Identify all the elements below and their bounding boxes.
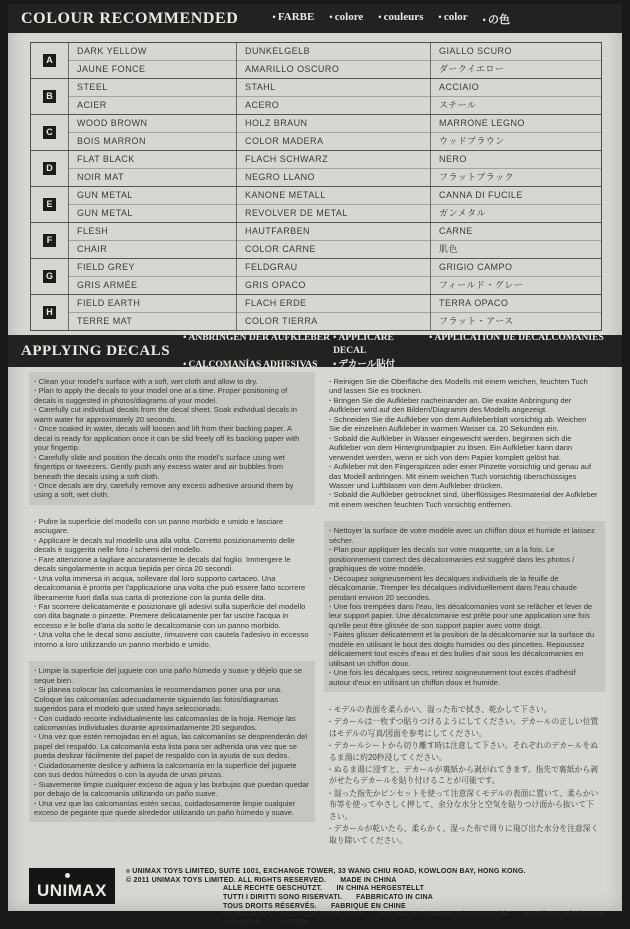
instruction-item: · Si planea colocar las calcomanías le recomendamos poner una por una. Coloque las calcomanías adecuadamente siguiendo las fotos/diagramas sugeridos para el modelo que usted haya seleccionado. [34, 685, 309, 713]
colour-table-row [31, 186, 601, 222]
colour-cell-it-jp [430, 295, 601, 330]
colour-cell-it-jp [430, 151, 601, 186]
colour-letter-badge: E [43, 198, 56, 211]
colour-cell-de-es [236, 79, 430, 114]
instruction-item: · Cuidadosamente deslice y adhiera la calcomanía en la superficie del juguete con sus dedos húmedos o con la ayuda de unas pinzas. [34, 761, 309, 780]
colour-cell-it-jp [430, 79, 601, 114]
instruction-item: · Una volta che le decal sono asciutte, rimuovere con cautela l'adesivo in eccesso intorno a loro utilizzando un panno morbido e umido. [34, 630, 309, 649]
colour-cell-en-fr [68, 223, 236, 258]
instruction-item: · Bringen Sie die Aufkleber nacheinander an. Die exakte Anbringung der Aufkleber wird auf den Bildern/Diagramm des Modells angezeigt. [329, 396, 599, 415]
instruction-item: · Far scorrere delicatamente e posizionare gli adesivi sulla superficie del modello con dita bagnate o pinzette. Premere delicatamente per far uscire l'acqua in eccesso e le bolle d'aria da sotto le decalcomanie con un panno morbido. [34, 602, 309, 630]
colour-cell-en-fr [68, 43, 236, 78]
instruction-item: · Une fois les décalques secs, retirez soigneusement tout excès d'adhésif autour d'eux en utilisant un chiffon doux et humide. [329, 668, 599, 687]
instruction-item: · モデルの表面を柔らかい、湿った布で拭き、乾かして下さい。 [329, 704, 599, 715]
colour-cell-en-fr [68, 187, 236, 222]
colour-letter-badge: A [43, 54, 56, 67]
instruction-item: · Once decals are dry, carefully remove any excess adhesive around them by using a soft, wet cloth. [34, 481, 309, 500]
footer [29, 863, 606, 928]
instruction-item: · Plan to apply the decals to your model one at a time. Proper positioning of decals is suggested in photos/diagrams of your model. [34, 386, 309, 405]
colour-name-japanese: スチール [439, 100, 477, 110]
colour-name-italian: NERO [431, 151, 601, 169]
colour-name-spanish: NEGRO LLANO [245, 172, 315, 182]
colour-letter-cell [31, 115, 68, 150]
instruction-item: · Applicare le decals sul modello una alla volta. Corretto posizionamento delle decals è suggerita nelle foto / schemi del modello. [34, 536, 309, 555]
unimax-logo [29, 868, 115, 904]
colour-name-german: HOLZ BRAUN [237, 115, 430, 133]
footer-address-line [126, 868, 606, 877]
colour-name-german: FELDGRAU [237, 259, 430, 277]
instruction-item: · デカールが乾いたら、柔らかく、湿った布で周りに飛び出た水分を注意深く取り除いてください。 [329, 823, 599, 846]
footer-rights-line [126, 885, 606, 894]
made-in-text: IN CHINA HERGESTELLT [336, 885, 425, 893]
colour-letter-badge: D [43, 162, 56, 175]
instructions-japanese [324, 699, 605, 852]
colour-name-english: FIELD GREY [69, 259, 236, 277]
rights-reserved-text: ALLE RECHTE GESCHÜTZT. [223, 885, 323, 893]
footer-address: UNIMAX TOYS LIMITED, SUITE 1001, EXCHANGE TOWER, 33 WANG CHIU ROAD, KOWLOON BAY, HONG KONG. [132, 867, 526, 875]
logo-dot-icon [65, 873, 70, 878]
colour-table-row [31, 43, 601, 78]
colour-cell-it-jp [430, 187, 601, 222]
colour-name-english: FIELD EARTH [69, 295, 236, 313]
colour-cell-de-es [236, 295, 430, 330]
made-in-text: 中国製造 [280, 920, 310, 928]
footer-made-in: MADE IN CHINA [340, 876, 397, 884]
colour-name-english: FLAT BLACK [69, 151, 236, 169]
instruction-item: · デカールは一枚ずつ貼りつけるようにしてください。デカールの正しい位置はモデルの写真/図面を参考にしてください。 [329, 716, 599, 739]
colour-language-label: • couleurs [378, 11, 423, 27]
colour-table-row [31, 114, 601, 150]
colour-cell-en-fr [68, 259, 236, 294]
colour-name-spanish: COLOR CARNE [245, 244, 316, 254]
instructions-french [324, 521, 605, 692]
colour-language-label: • color [438, 11, 467, 27]
colour-name-french: GUN METAL [77, 208, 133, 218]
colour-name-spanish: AMARILLO OSCURO [245, 64, 340, 74]
colour-name-japanese: ウッドブラウン [439, 136, 505, 146]
colour-letter-badge: H [43, 306, 56, 319]
colour-cell-en-fr [68, 151, 236, 186]
instruction-item: · Sobald die Aufkleber in Wasser eingeweicht werden, beginnen sich die Aufkleber von dem Hintergrundpapier zu lösen. Ein Aufkleber kann dann verwendet werden, wenn er sich von dem Papier komplett gelöst hat. [329, 434, 599, 462]
instruction-item: · Clean your model's surface with a soft, wet cloth and allow to dry. [34, 377, 309, 386]
colour-name-english: GUN METAL [69, 187, 236, 205]
registered-mark: ® [126, 868, 131, 875]
instruction-item: · Fare attenzione a tagliare accuratamente le decals dal foglio. Immergere le decals singolarmente in acqua tiepida per circa 20 secondi. [34, 555, 309, 574]
colour-name-italian: TERRA OPACO [431, 295, 601, 313]
colour-table-row [31, 150, 601, 186]
colour-cell-it-jp [430, 223, 601, 258]
colour-table-row [31, 294, 601, 330]
colour-name-spanish: COLOR TIERRA [245, 316, 318, 326]
colour-name-french: NOIR MAT [77, 172, 124, 182]
colour-letter-badge: B [43, 90, 56, 103]
instruction-item: · 湿った指先かピンセットを使って注意深くモデルの表面に置いて、柔らかい布等を使ってやさしく押して、余分な水分と空気を貼りつけ面から抜いて下さい。 [329, 788, 599, 822]
colour-cell-de-es [236, 259, 430, 294]
decals-language-row-1 [183, 331, 604, 358]
instruction-item: · Una volta immersa in acqua, sollevare dal loro supporto cartaceo. Una decalcomania è pronta per l'applicazione una volta che può essere fatto scorrere liberamente fuori dalla sua carta di protezione con la punta delle dita. [34, 574, 309, 602]
colour-table-row [31, 258, 601, 294]
colour-name-japanese: 肌色 [439, 244, 458, 254]
instructions-german [324, 372, 605, 514]
colour-name-japanese: フィールド・グレー [439, 280, 524, 290]
colour-name-german: HAUTFARBEN [237, 223, 430, 241]
colour-name-spanish: GRIS OPACO [245, 280, 306, 290]
colour-name-japanese: ダークイエロー [439, 64, 505, 74]
colour-table [30, 42, 602, 331]
decals-language-label: • デカール貼付 [333, 358, 604, 372]
website-url: www.forcesofvalor.com [523, 910, 606, 918]
colour-name-spanish: COLOR MADERA [245, 136, 324, 146]
footer-rights-line [126, 920, 606, 929]
instruction-item: · Sobald die Aufkleber getrocknet sind, überflüssiges Restmaterial der Aufkleber mit einem weichen feuchten Tuch vorsichtig entfernen. [329, 490, 599, 509]
instruction-item: · Una vez que las calcomanías estén secas, cuidadosamente limpie cualquier exceso de pegante que quede alrededor utilizando un paño húmedo y suave. [34, 799, 309, 818]
decals-header-title: APPLYING DECALS [21, 342, 171, 359]
colour-letter-cell [31, 79, 68, 114]
instructions-italian [29, 512, 315, 654]
colour-name-spanish: ACERO [245, 100, 280, 110]
colour-table-row [31, 78, 601, 114]
unimax-logo-text: UNIMAX [36, 880, 108, 900]
decals-language-row-2 [183, 358, 604, 372]
instruction-item: · Una vez que estén remojadas en el agua, las calcomanías se desprenderán del papel del respaldo. La calcomanía esta lista para ser adherida una vez que se pueda deslizar fácilmente del papel de respaldo con la ayuda de sus dedos. [34, 732, 309, 760]
colour-name-italian: GRIGIO CAMPO [431, 259, 601, 277]
colour-name-french: ACIER [77, 100, 107, 110]
made-in-text: FABRIQUÉ EN CHINE [330, 902, 406, 910]
colour-name-french: CHAIR [77, 244, 108, 254]
colour-cell-de-es [236, 115, 430, 150]
instruction-item: · Une fois trempées dans l'eau, les décalcomanies vont se relâcher et lever de leur support papier. Une décalcomanie est prête pour une application une fois qu'elle peut être glissée de son support papier avec votre doigt. [329, 602, 599, 630]
colour-table-row [31, 222, 601, 258]
colour-language-label: • の色 [483, 11, 510, 27]
instruction-item: · Découpez soigneusement les décalques individuels de la feuille de décalcomanie. Tremper les décalques individuellement dans l'eau chaude pendant environ 20 secondes. [329, 574, 599, 602]
colour-name-french: JAUNE FONCE [77, 64, 146, 74]
colour-name-english: STEEL [69, 79, 236, 97]
colour-name-german: FLACH SCHWARZ [237, 151, 430, 169]
colour-cell-en-fr [68, 79, 236, 114]
colour-name-italian: CANNA DI FUCILE [431, 187, 601, 205]
colour-name-english: FLESH [69, 223, 236, 241]
decals-language-label: • APPLICARE DECAL [333, 331, 429, 358]
colour-cell-de-es [236, 223, 430, 258]
colour-letter-badge: C [43, 126, 56, 139]
made-in-text: HECHO EN CHINA [378, 911, 442, 919]
colour-cell-en-fr [68, 295, 236, 330]
colour-name-german: FLACH ERDE [237, 295, 430, 313]
colour-name-french: BOIS MARRON [77, 136, 146, 146]
instruction-item: · Reinigen Sie die Oberfläche des Modells mit einem weichen, feuchten Tuch und lassen Sie es trocknen. [329, 377, 599, 396]
instruction-item: · Suavemente limpie cualquier exceso de agua y las burbujas que puedan quedar por debajo de la calcomanía utilizando un paño suave. [34, 780, 309, 799]
colour-cell-it-jp [430, 259, 601, 294]
instruction-item: · Plan pour appliquer les decals sur votre maquette, un a la fois. Le positionnement correct des décalcomanies est suggéré dans les photos / graphiques de votre modèle. [329, 545, 599, 573]
colour-name-italian: CARNE [431, 223, 601, 241]
colour-language-label: • FARBE [272, 11, 314, 27]
instructions-right-column [324, 372, 605, 859]
instruction-item: · デカールシートから切り離す時は注意して下さい。それぞれのデカールをぬるま湯に約20秒浸してください。 [329, 740, 599, 763]
colour-cell-it-jp [430, 43, 601, 78]
colour-header-title: COLOUR RECOMMENDED [21, 9, 239, 27]
colour-name-japanese: ガンメタル [439, 208, 486, 218]
colour-letter-cell [31, 151, 68, 186]
instruction-item: · Limpie la superficie del juguete con una paño húmedo y suave y déjelo que se seque bien. [34, 666, 309, 685]
footer-rights-lines [126, 885, 606, 929]
instruction-item: · Con cuidado recorte individualmente las calcomanías de la hoja. Remoje las calcomanías individuales durante aproximadamente 20 segundos. [34, 714, 309, 733]
colour-name-italian: GIALLO SCURO [431, 43, 601, 61]
footer-websites [435, 911, 606, 918]
instruction-item: · Pulire la superficie del modello con un panno morbido e umido e lasciare asciugare. [34, 517, 309, 536]
colour-name-japanese: フラットブラック [439, 172, 514, 182]
colour-header-bar [8, 4, 622, 33]
instruction-item: · Schneiden Sie die Aufkleber von dem Aufkleberblatt vorsichtig ab. Weichen Sie die einzelnen Aufkleber in warmen Wasser ca. 20 Sekunden ein. [329, 415, 599, 434]
instructions-spanish [29, 661, 315, 822]
instruction-item: · Carefully cut individual decals from the decal sheet. Soak individual decals in warm water for approximately 20 seconds. [34, 405, 309, 424]
colour-cell-de-es [236, 151, 430, 186]
rights-reserved-text: RESERVADOS TODOS LOS DERECHOS. [223, 911, 364, 919]
colour-cell-de-es [236, 43, 430, 78]
colour-name-italian: ACCIAIO [431, 79, 601, 97]
colour-letter-cell [31, 187, 68, 222]
instructions-left-column [29, 372, 315, 859]
colour-cell-de-es [236, 187, 430, 222]
decals-language-label: • APPLICATION DE DÉCALCOMANIES [429, 331, 604, 358]
website-url: www.unimax.com.hk [435, 910, 508, 918]
colour-name-spanish: REVOLVER DE METAL [245, 208, 348, 218]
colour-name-italian: MARRONE LEGNO [431, 115, 601, 133]
colour-name-french: TERRE MAT [77, 316, 133, 326]
decals-language-label: • ANBRINGEN DER AUFKLEBER [183, 331, 333, 358]
colour-name-english: WOOD BROWN [69, 115, 236, 133]
decal-instructions [8, 367, 622, 859]
colour-letter-badge: F [43, 234, 56, 247]
made-in-text: FABBRICATO IN CINA [356, 894, 433, 902]
instruction-sheet [8, 4, 622, 928]
instruction-item: · ぬるま湯に浸すと、デカールが裏紙から剥がれてきます。指先で裏紙から剥がせたらデカールを貼り付けることが可能です。 [329, 764, 599, 787]
colour-cell-en-fr [68, 115, 236, 150]
decals-header-bar [8, 332, 622, 370]
decals-header-languages [183, 331, 604, 372]
instruction-item: · Carefully slide and position the decals onto the model's surface using wet fingertips or tweezers. Gently push any excess water and air bubbles from beneath the decals using a soft cloth. [34, 453, 309, 481]
colour-cell-it-jp [430, 115, 601, 150]
colour-name-german: KANONE METALL [237, 187, 430, 205]
colour-letter-cell [31, 295, 68, 330]
colour-letter-badge: G [43, 270, 56, 283]
instruction-item: · Nettoyer la surface de votre modèle avec un chiffon doux et humide et laissez sécher. [329, 526, 599, 545]
footer-copyright: © 2011 UNIMAX TOYS LIMITED. ALL RIGHTS RESERVED. [126, 876, 327, 884]
instruction-item: · Faites glisser délicatement et la position de la décalcomanie sur la surface du modèle en utilisant le bout des doigts humides ou des pincettes. Repoussez délicatement tout excès d'eau et des bulles d'air sous les décalcomanies en utilisant un chiffon doux. [329, 630, 599, 668]
footer-copyright-line [126, 877, 606, 886]
colour-language-label: • colore [329, 11, 363, 27]
rights-reserved-text: の全権保持。 [223, 920, 267, 928]
colour-letter-cell [31, 223, 68, 258]
colour-name-french: GRIS ARMÉE [77, 280, 138, 290]
colour-name-german: DUNKELGELB [237, 43, 430, 61]
colour-letter-cell [31, 43, 68, 78]
decals-language-label: • CALCOMANÍAS ADHESIVAS [183, 358, 333, 372]
rights-reserved-text: TUTTI I DIRITTI SONO RISERVATI. [223, 894, 342, 902]
footer-rights-line [126, 894, 606, 903]
rights-reserved-text: TOUS DROITS RÉSERVÉS. [223, 902, 317, 910]
colour-letter-cell [31, 259, 68, 294]
colour-header-languages [272, 11, 510, 27]
instruction-item: · Once soaked in water, decals will loosen and lift from their backing paper. A decal is ready for application once it can be slid freely off its backing paper with your fingertip. [34, 424, 309, 452]
colour-name-german: STAHL [237, 79, 430, 97]
instruction-item: · Aufkleber mit den Fingerspitzen oder einer Pinzette vorsichtig und genau auf das Modell anbringen. Mit einem weichen Tuch vorsichtig überschüssiges Wasser und Luftblasen von dem Aufkleber drücken. [329, 462, 599, 490]
instructions-english [29, 372, 315, 505]
colour-name-japanese: フラット・アース [439, 316, 514, 326]
colour-name-english: DARK YELLOW [69, 43, 236, 61]
